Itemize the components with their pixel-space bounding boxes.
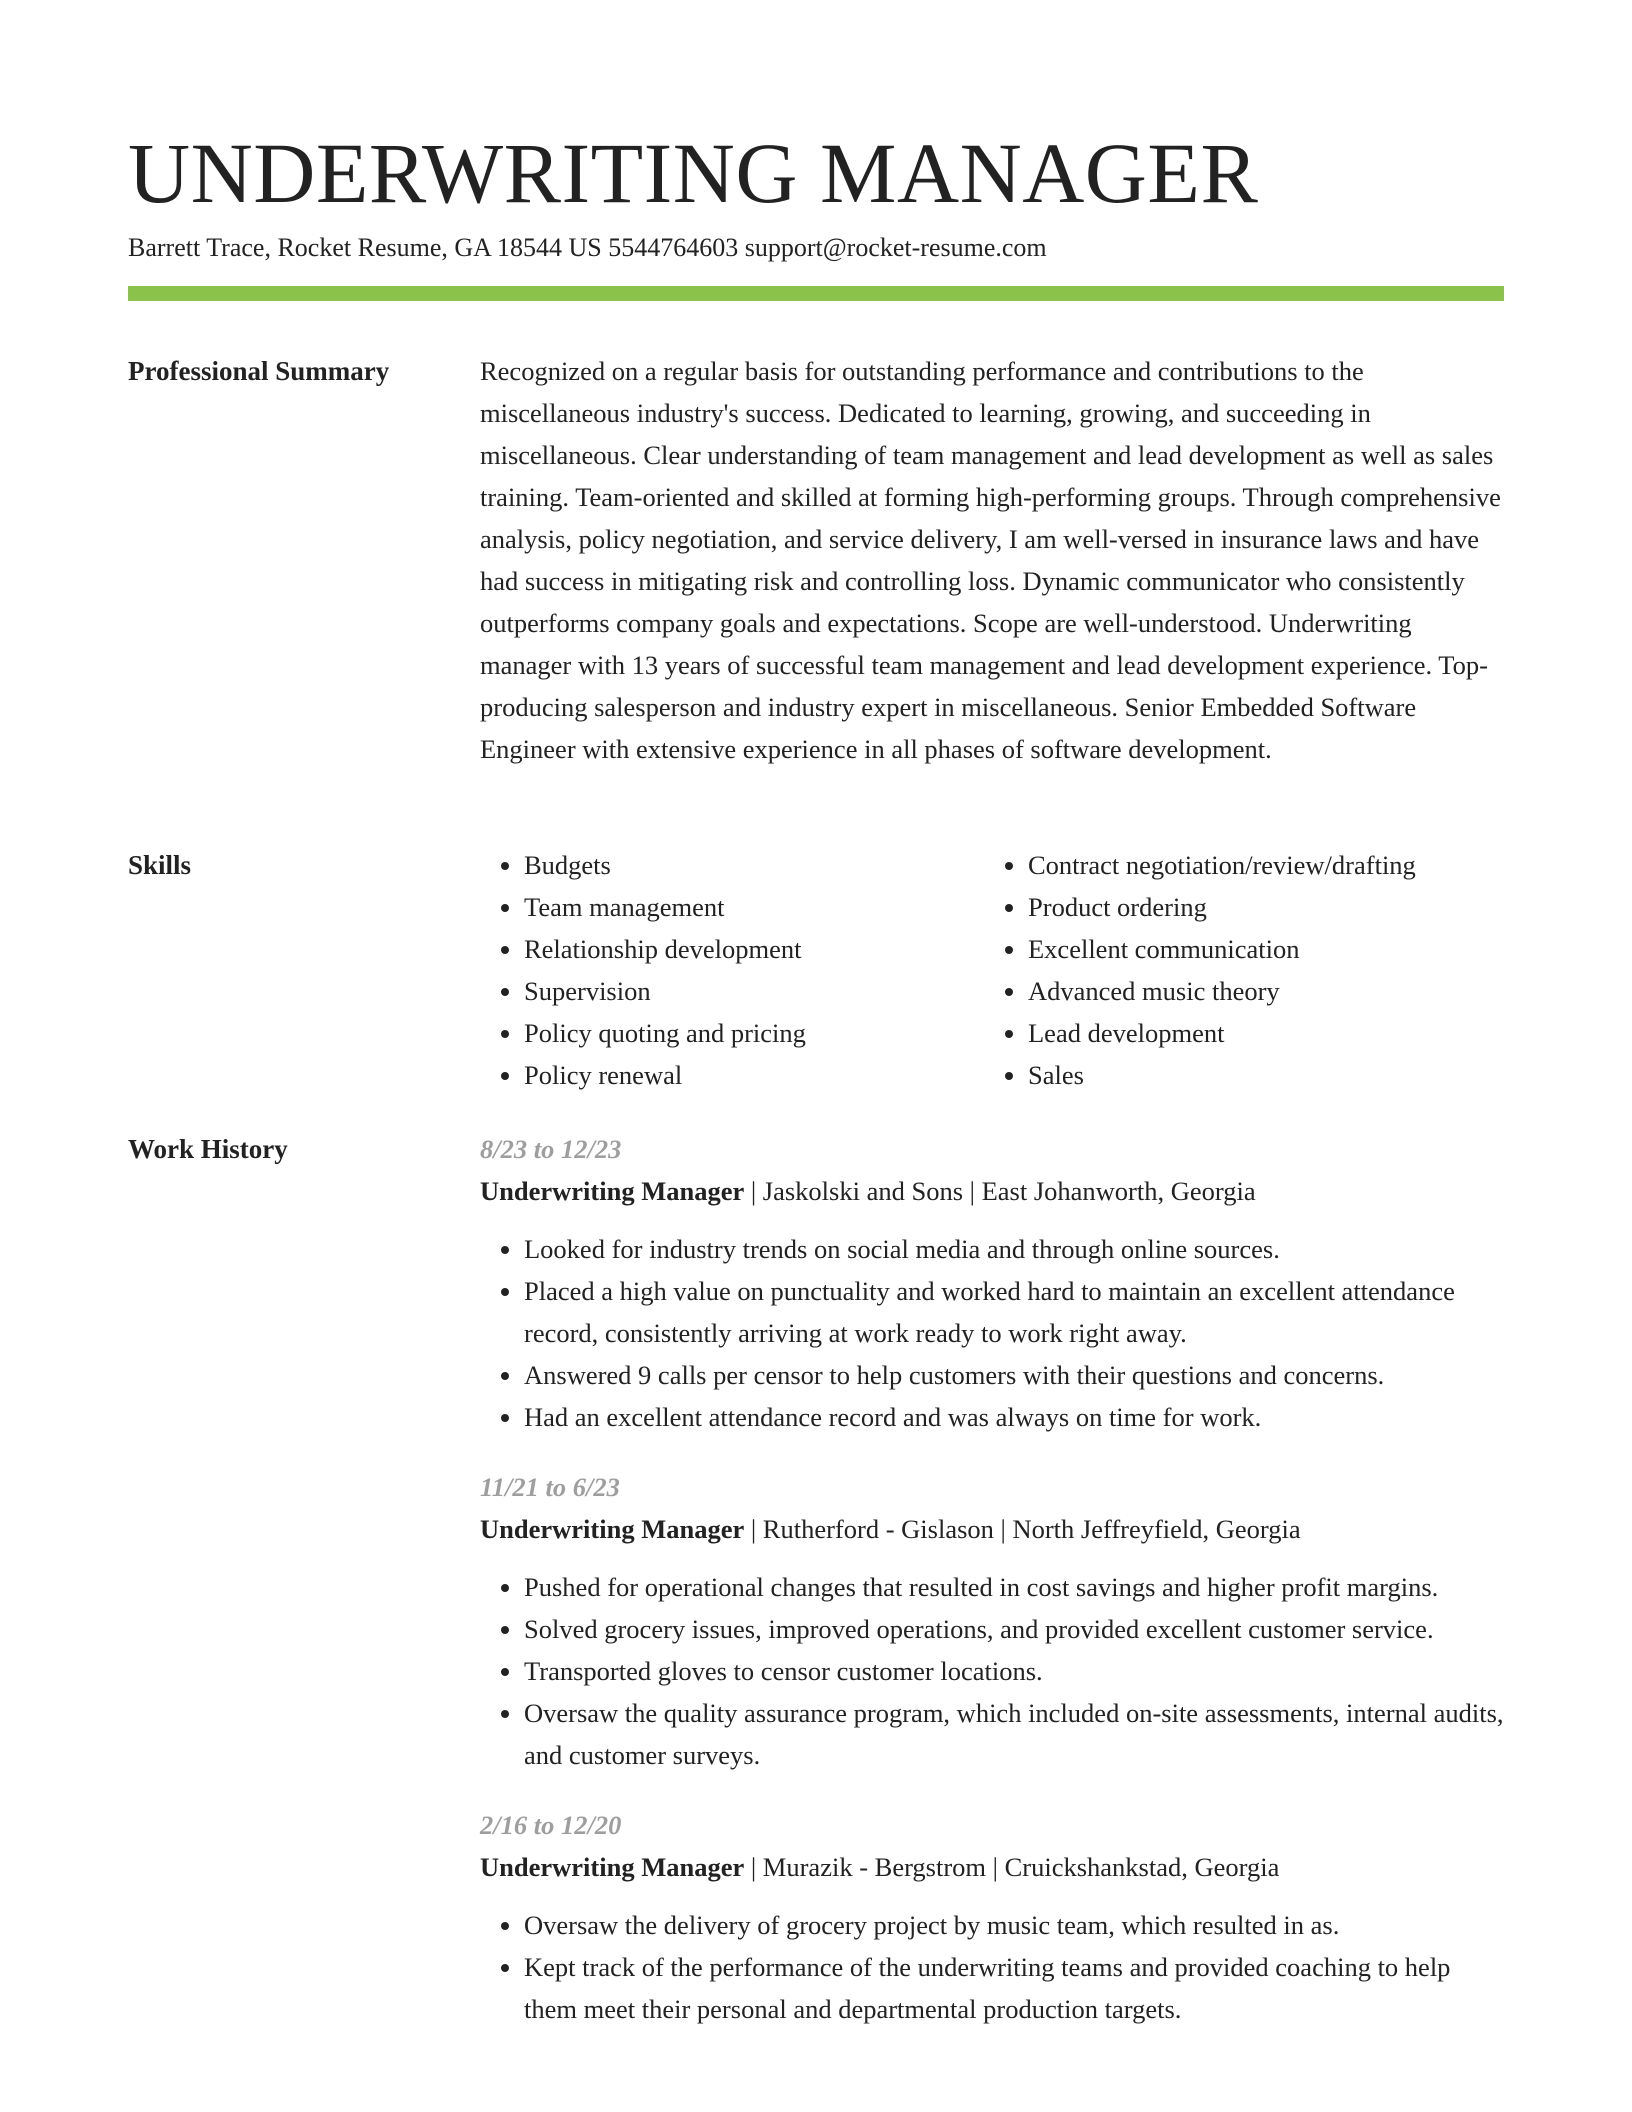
job-entry	[480, 1466, 1504, 1776]
skills-list-right	[984, 844, 1488, 1096]
job-bullet: • Answered 9 calls per censor to help customers with their questions and concerns.	[524, 1354, 1504, 1396]
job-title: Underwriting Manager	[480, 1514, 745, 1544]
summary-label: Professional Summary	[128, 356, 390, 386]
job-details: | Jaskolski and Sons | East Johanworth, Georgia	[744, 1176, 1256, 1206]
summary-body	[480, 350, 1504, 770]
job-bullet: • Transported gloves to censor customer locations.	[524, 1650, 1504, 1692]
job-bullet: • Oversaw the delivery of grocery project by music team, which resulted in as.	[524, 1904, 1504, 1946]
skills-label: Skills	[128, 850, 192, 880]
job-bullets	[480, 1228, 1504, 1438]
skill-item: • Supervision	[524, 970, 984, 1012]
job-bullet: • Kept track of the performance of the underwriting teams and provided coaching to help them meet their personal and departmental production targets.	[524, 1946, 1504, 2030]
job-title: Underwriting Manager	[480, 1176, 745, 1206]
skill-item: • Contract negotiation/review/drafting	[1028, 844, 1488, 886]
job-dates: 2/16 to 12/20	[480, 1810, 622, 1840]
job-bullets	[480, 1566, 1504, 1776]
skill-item: • Team management	[524, 886, 984, 928]
job-dates: 8/23 to 12/23	[480, 1134, 622, 1164]
job-details: | Rutherford - Gislason | North Jeffreyfield, Georgia	[744, 1514, 1301, 1544]
skill-item: • Sales	[1028, 1054, 1488, 1096]
job-entry	[480, 1128, 1504, 1438]
skill-item: • Relationship development	[524, 928, 984, 970]
contact-line: Barrett Trace, Rocket Resume, GA 18544 US 5544764603 support@rocket-resume.com	[128, 233, 1047, 262]
job-bullet: • Looked for industry trends on social media and through online sources.	[524, 1228, 1504, 1270]
job-heading	[480, 1508, 1504, 1550]
skills-body	[480, 844, 1504, 1096]
job-title: Underwriting Manager	[480, 1852, 745, 1882]
job-heading	[480, 1170, 1504, 1212]
candidate-title: UNDERWRITING MANAGER	[128, 125, 1259, 221]
job-bullet: • Solved grocery issues, improved operations, and provided excellent customer service.	[524, 1608, 1504, 1650]
job-entry	[480, 1804, 1504, 2030]
job-bullet: • Pushed for operational changes that resulted in cost savings and higher profit margins.	[524, 1566, 1504, 1608]
skill-item: • Product ordering	[1028, 886, 1488, 928]
header-divider	[128, 286, 1504, 301]
skill-item: • Advanced music theory	[1028, 970, 1488, 1012]
job-bullet: • Had an excellent attendance record and was always on time for work.	[524, 1396, 1504, 1438]
skill-item: • Lead development	[1028, 1012, 1488, 1054]
summary-text: Recognized on a regular basis for outstanding performance and contributions to the miscellaneous industry's success. Dedicated to learning, growing, and succeeding in miscellaneous. Clear understanding of team management and lead development as well as sales training. Team-oriented and skilled at forming high-performing groups. Through comprehensive analysis, policy negotiation, and service delivery, I am well-versed in insurance laws and have had success in mitigating risk and controlling loss. Dynamic communicator who consistently outperforms company goals and expectations. Scope are well-understood. Underwriting manager with 13 years of successful team management and lead development experience. Top-producing salesperson and industry expert in miscellaneous. Senior Embedded Software Engineer with extensive experience in all phases of software development.	[480, 356, 1501, 764]
job-bullet: • Oversaw the quality assurance program, which included on-site assessments, internal audits, and customer surveys.	[524, 1692, 1504, 1776]
skill-item: • Excellent communication	[1028, 928, 1488, 970]
skills-list-left	[480, 844, 984, 1096]
skill-item: • Policy quoting and pricing	[524, 1012, 984, 1054]
job-details: | Murazik - Bergstrom | Cruickshankstad, Georgia	[744, 1852, 1280, 1882]
skill-item: • Budgets	[524, 844, 984, 886]
skill-item: • Policy renewal	[524, 1054, 984, 1096]
skills-columns	[480, 844, 1504, 1096]
job-bullets	[480, 1904, 1504, 2030]
job-dates: 11/21 to 6/23	[480, 1472, 620, 1502]
job-heading	[480, 1846, 1504, 1888]
work-history-body	[480, 1128, 1504, 2058]
work-history-label: Work History	[128, 1134, 288, 1164]
job-bullet: • Placed a high value on punctuality and worked hard to maintain an excellent attendance record, consistently arriving at work ready to work right away.	[524, 1270, 1504, 1354]
